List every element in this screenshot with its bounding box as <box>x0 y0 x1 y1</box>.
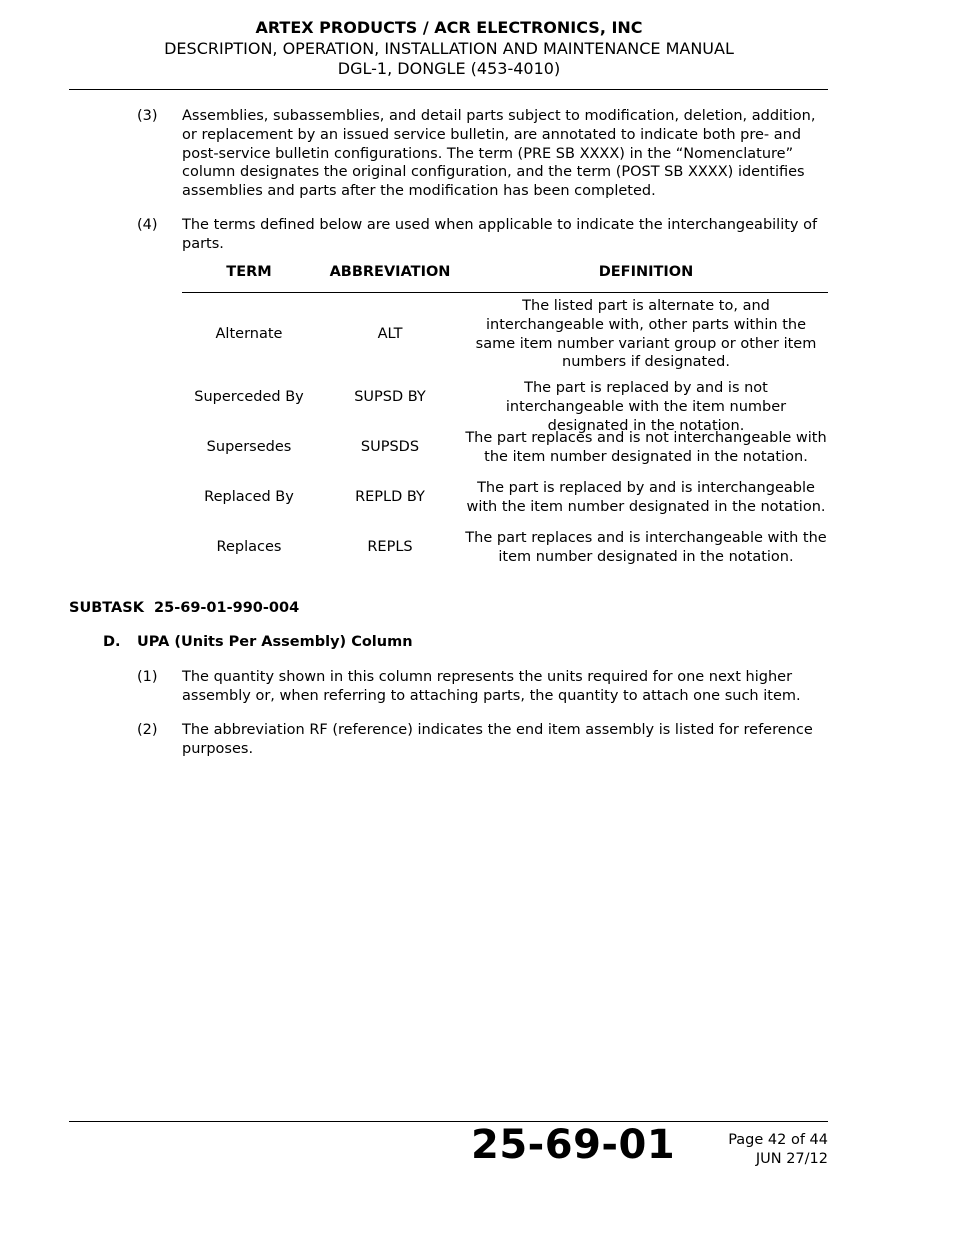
row-abbreviation: REPLD BY <box>355 489 425 505</box>
row-term: Supersedes <box>206 439 292 455</box>
row-term: Replaced By <box>204 489 294 505</box>
paragraph-text: Assemblies, subassemblies, and detail parts subject to modification, deletion, addition, or replacement by an issued service bulletin, are annotated to indicate both pre- and post-service bulletin configurations. The term (PRE SB XXXX) in the “Nomenclature” column designates the original configuration, and the term (POST SB XXXX) identifies assemblies and parts after the modification has been completed. <box>182 108 816 200</box>
revision-date: JUN 27/12 <box>755 1150 828 1167</box>
table-row <box>182 379 828 434</box>
page-info <box>728 1131 828 1168</box>
row-definition: The part replaces and is interchangeable with the item number designated in the notation. <box>465 530 827 565</box>
paragraph-d1 <box>137 668 827 706</box>
header-abbreviation: ABBREVIATION <box>329 264 451 280</box>
paragraph-number: (3) <box>137 108 158 124</box>
row-term: Superceded By <box>194 389 304 405</box>
paragraph-3 <box>137 107 827 201</box>
subtask-heading: SUBTASK 25-69-01-990-004 <box>69 600 300 616</box>
row-term: Alternate <box>215 326 283 342</box>
page-number: Page 42 of 44 <box>728 1132 828 1148</box>
paragraph-d2 <box>137 721 827 759</box>
page-header <box>0 18 898 80</box>
section-title: UPA (Units Per Assembly) Column <box>137 634 413 650</box>
paragraph-4 <box>137 216 827 254</box>
paragraph-text: The quantity shown in this column represents the units required for one next higher assembly or, when referring to attaching parts, the quantity to attach one such item. <box>182 669 801 704</box>
row-definition: The part is replaced by and is interchangeable with the item number designated in the notation. <box>466 480 826 515</box>
table-header <box>182 258 828 293</box>
paragraph-text: The abbreviation RF (reference) indicates the end item assembly is listed for reference purposes. <box>182 722 813 757</box>
interchangeability-table <box>182 258 828 579</box>
row-definition: The part is replaced by and is not interchangeable with the item number designated in the notation. <box>505 380 787 434</box>
row-abbreviation: SUPSDS <box>360 439 420 455</box>
table-row <box>182 529 828 579</box>
paragraph-number: (2) <box>137 722 158 738</box>
section-letter: D. <box>103 634 121 650</box>
table-row <box>182 293 828 379</box>
header-rule <box>69 89 828 90</box>
manual-title: DESCRIPTION, OPERATION, INSTALLATION AND MAINTENANCE MANUAL <box>164 38 734 58</box>
paragraph-text: The terms defined below are used when applicable to indicate the interchangeability of parts. <box>182 217 818 252</box>
model-title: DGL-1, DONGLE (453-4010) <box>337 59 561 78</box>
header-term: TERM <box>226 264 272 280</box>
table-row <box>182 479 828 529</box>
company-name: ARTEX PRODUCTS / ACR ELECTRONICS, INC <box>255 18 643 37</box>
header-definition: DEFINITION <box>598 264 694 280</box>
paragraph-number: (1) <box>137 669 158 685</box>
paragraph-number: (4) <box>137 217 158 233</box>
row-abbreviation: ALT <box>377 326 403 342</box>
footer-rule <box>69 1121 828 1122</box>
document-code: 25-69-01 <box>471 1122 676 1168</box>
table-row <box>182 429 828 479</box>
row-abbreviation: REPLS <box>367 539 413 555</box>
row-definition: The listed part is alternate to, and interchangeable with, other parts within the same item number variant group or other item numbers if designated. <box>475 298 817 371</box>
row-abbreviation: SUPSD BY <box>354 389 426 405</box>
row-definition: The part replaces and is not interchangeable with the item number designated in the notation. <box>465 430 827 465</box>
row-term: Replaces <box>216 539 282 555</box>
